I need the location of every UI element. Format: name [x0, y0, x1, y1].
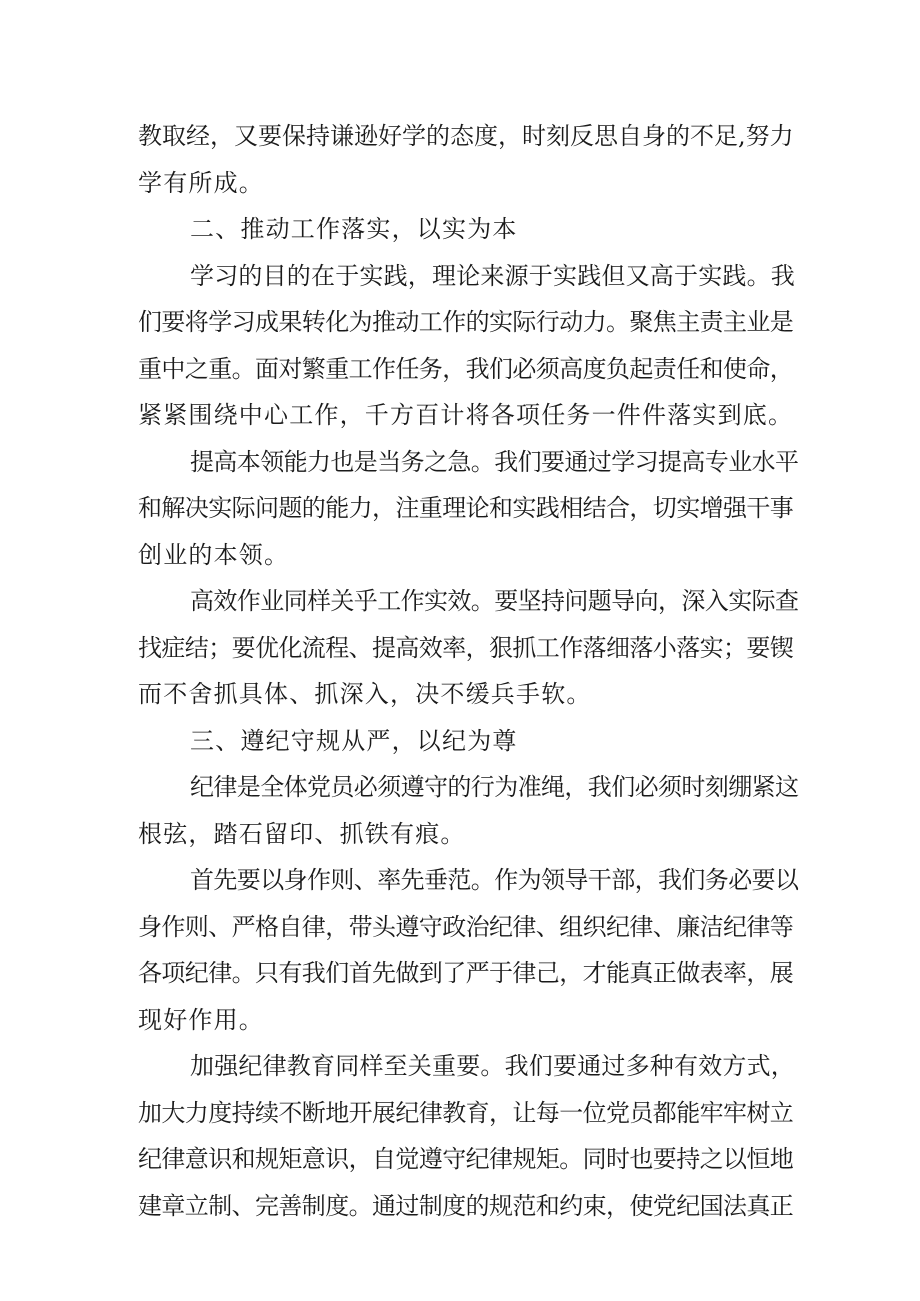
text-line: 纪律意识和规矩意识，自觉遵守纪律规矩。同时也要持之以恒地: [138, 1145, 794, 1173]
document-body: [138, 113, 798, 1229]
text-line: 建章立制、完善制度。通过制度的规范和约束，使党纪国法真正: [138, 1191, 794, 1220]
text-line: 紧紧围绕中心工作，千方百计将各项任务一件件落实到底。: [138, 401, 794, 429]
text-line: 们要将学习成果转化为推动工作的实际行动力。聚焦主责主业是: [138, 308, 794, 336]
text-line: 和解决实际问题的能力，注重理论和实践相结合，切实增强干事: [138, 494, 794, 522]
section-heading: 二、推动工作落实，以实为本: [190, 215, 518, 243]
text-line: 首先要以身作则、率先垂范。作为领导干部，我们务必要以: [190, 866, 799, 894]
text-line: 身作则、严格自律，带头遵守政治纪律、组织纪律、廉洁纪律等: [138, 912, 794, 941]
text-line: 学习的目的在于实践，理论来源于实践但又高于实践。我: [190, 261, 795, 290]
text-line: 而不舍抓具体、抓深入，决不缓兵手软。: [138, 680, 592, 708]
text-line: 根弦，踏石留印、抓铁有痕。: [138, 819, 466, 848]
text-line: 各项纪律。只有我们首先做到了严于律己，才能真正做表率，展: [138, 959, 794, 987]
text-line: 提高本领能力也是当务之急。我们要通过学习提高专业水平: [190, 447, 799, 476]
text-line: 现好作用。: [138, 1005, 264, 1034]
text-line: 重中之重。面对繁重工作任务，我们必须高度负起责任和使命，: [138, 354, 794, 383]
text-line: 教取经，又要保持谦逊好学的态度，时刻反思自身的不足,努力: [138, 122, 794, 150]
text-line: 高效作业同样关乎工作实效。要坚持问题导向，深入实际查: [190, 587, 799, 615]
section-heading: 三、遵纪守规从严，以纪为尊: [190, 726, 518, 755]
text-line: 创业的本领。: [138, 540, 290, 569]
text-line: 纪律是全体党员必须遵守的行为准绳，我们必须时刻绷紧这: [190, 773, 799, 801]
text-line: 找症结；要优化流程、提高效率，狠抓工作落细落小落实；要锲: [138, 633, 794, 662]
text-line: 学有所成。: [138, 168, 264, 197]
text-line: 加强纪律教育同样至关重要。我们要通过多种有效方式，: [190, 1052, 795, 1080]
text-line: 加大力度持续不断地开展纪律教育，让每一位党员都能牢牢树立: [138, 1098, 794, 1127]
